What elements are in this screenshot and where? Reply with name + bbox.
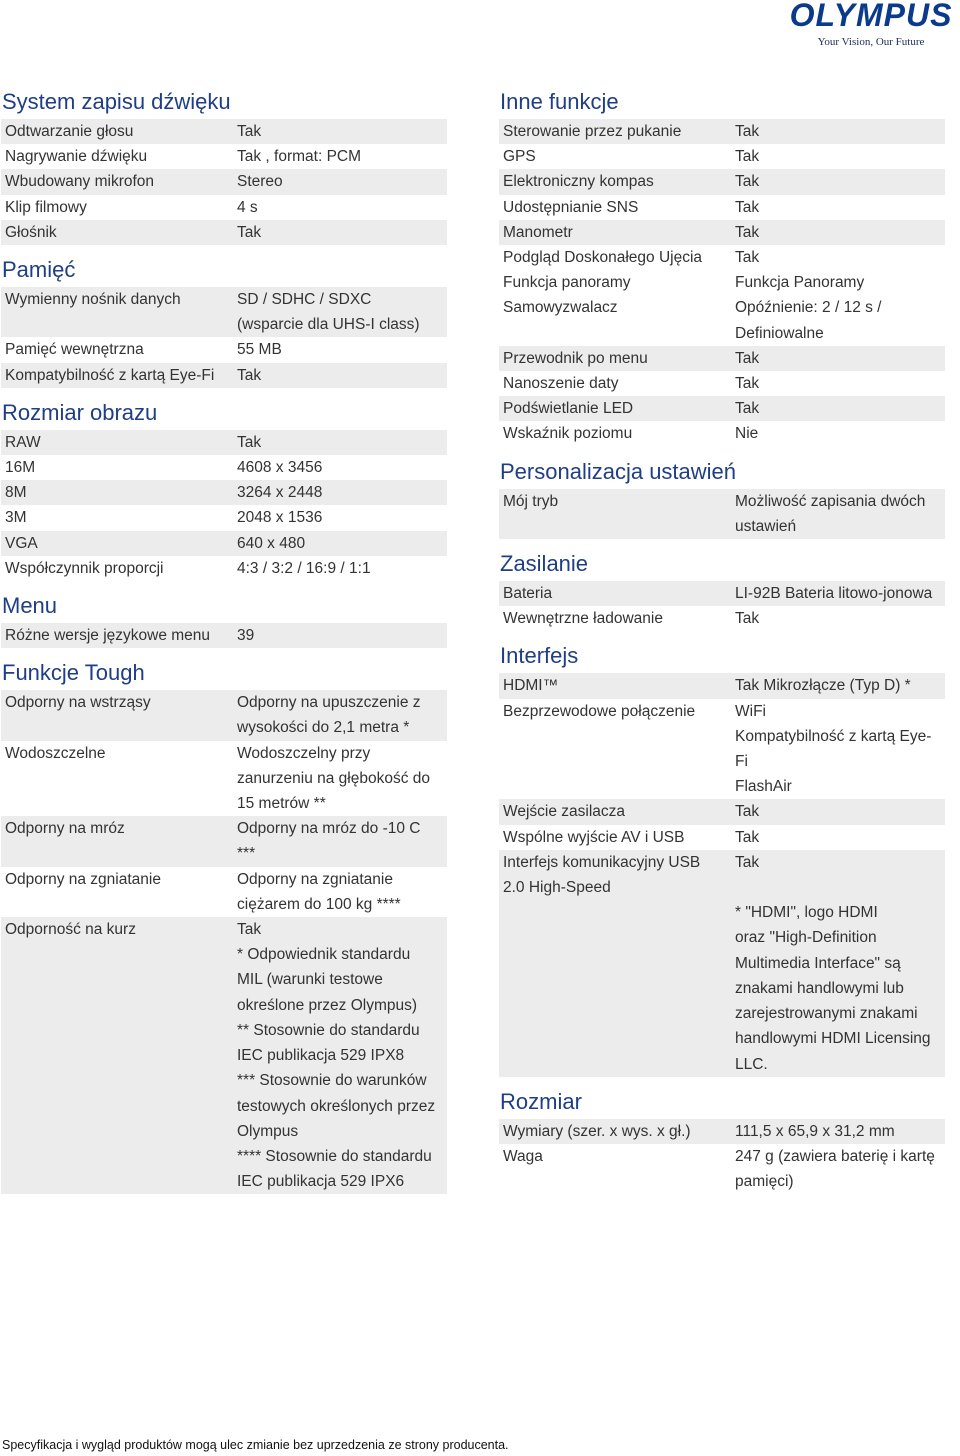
spec-label (499, 900, 735, 1076)
spec-value-line: Tak (735, 400, 760, 418)
spec-value (735, 421, 945, 446)
spec-value-line: znakami handlowymi lub (735, 979, 904, 997)
spec-label-text: Sterowanie przez pukanie (503, 123, 682, 140)
spec-row (1, 169, 447, 194)
spec-label-text: Funkcja panoramy (503, 274, 631, 292)
section-rozmiar-obrazu (1, 399, 447, 581)
spec-value-line: Olympus (237, 1122, 299, 1140)
section-interfejs (499, 642, 945, 1076)
spec-value-line: 3264 x 2448 (237, 484, 323, 502)
spec-value (237, 195, 447, 220)
spec-row (499, 1119, 945, 1144)
spec-label-text: Wspólne wyjście AV i USB (503, 828, 685, 846)
olympus-logo (788, 0, 954, 48)
section-menu (1, 592, 447, 648)
spec-row (499, 900, 945, 1076)
spec-value-line: LLC. (735, 1055, 768, 1073)
spec-value (237, 119, 447, 144)
spec-value-line: * Odpowiednik standardu (237, 946, 411, 964)
spec-row (499, 220, 945, 245)
brand-name: OLYMPUS (789, 0, 953, 33)
spec-value (735, 245, 945, 270)
spec-value-line: wysokości do 2,1 metra * (237, 719, 410, 737)
spec-label (1, 195, 237, 220)
spec-value-line: Wodoszczelny przy (237, 744, 371, 762)
spec-row (499, 144, 945, 169)
spec-value (237, 917, 447, 1194)
right-column (499, 88, 945, 1194)
spec-label (499, 799, 735, 824)
spec-label-text: VGA (5, 534, 38, 552)
spec-value-line: ustawień (735, 517, 797, 535)
spec-value-line: IEC publikacja 529 IPX8 (237, 1047, 405, 1065)
spec-row (499, 799, 945, 824)
spec-label (1, 505, 237, 530)
spec-label (1, 119, 237, 144)
spec-label-text: Samowyzwalacz (503, 299, 618, 317)
spec-value-line: pamięci) (735, 1173, 794, 1191)
spec-label-text: 3M (5, 509, 27, 527)
spec-label (1, 690, 237, 740)
spec-label-text: Kompatybilność z kartą Eye-Fi (5, 366, 215, 384)
spec-value-line: 111,5 x 65,9 x 31,2 mm (735, 1122, 895, 1140)
spec-label (499, 144, 735, 169)
spec-value-line: Tak (735, 828, 760, 846)
spec-label-text: Waga (503, 1147, 543, 1165)
spec-label (1, 531, 237, 556)
spec-label (499, 421, 735, 446)
section-title: Personalizacja ustawień (500, 458, 737, 484)
spec-value-line: Tak (735, 349, 760, 367)
section-rozmiar (499, 1088, 945, 1195)
spec-label (499, 699, 735, 800)
spec-value-line: handlowymi HDMI Licensing (735, 1030, 931, 1048)
spec-row (499, 245, 945, 270)
spec-label-text: Klip filmowy (5, 198, 87, 216)
spec-label (1, 917, 237, 1194)
spec-value (735, 900, 945, 1076)
spec-label-text: Wymienny nośnik danych (5, 291, 181, 309)
spec-label (1, 480, 237, 505)
spec-value-line: IEC publikacja 529 IPX6 (237, 1173, 405, 1191)
spec-value-line: 2048 x 1536 (237, 509, 323, 527)
spec-label-text: Odporny na wstrząsy (5, 694, 151, 712)
spec-label (499, 825, 735, 850)
spec-value-line: Tak (735, 803, 760, 821)
spec-label (499, 295, 735, 345)
spec-value-line: testowych określonych przez (237, 1097, 436, 1115)
spec-value (735, 1144, 945, 1194)
spec-label-text: Przewodnik po menu (503, 349, 648, 367)
spec-value-line: oraz "High-Definition (735, 929, 877, 947)
spec-label-text: 8M (5, 484, 27, 502)
spec-row (499, 581, 945, 606)
section-title: Inne funkcje (500, 89, 619, 114)
spec-value-line: Tak (735, 223, 760, 241)
spec-label-text: Bateria (503, 585, 553, 603)
spec-row (1, 119, 447, 144)
spec-value (237, 455, 447, 480)
spec-row (499, 699, 945, 800)
spec-value-line: *** (237, 845, 256, 863)
spec-label-text: Odporny na zgniatanie (5, 870, 161, 888)
section-title: Rozmiar obrazu (2, 399, 158, 425)
spec-row (1, 741, 447, 817)
spec-value-line: 4 s (237, 198, 258, 216)
spec-value (237, 816, 447, 866)
spec-value-line: określone przez Olympus) (237, 996, 418, 1014)
spec-value (237, 144, 447, 169)
spec-value (735, 489, 945, 539)
spec-value-line: 15 metrów ** (237, 795, 326, 813)
spec-value (735, 799, 945, 824)
section-title: Interfejs (500, 643, 579, 669)
spec-value (735, 371, 945, 396)
spec-value (735, 220, 945, 245)
spec-value-line: **** Stosownie do standardu (237, 1147, 432, 1165)
spec-label-text: Wskaźnik poziomu (503, 425, 633, 443)
spec-label-text: HDMI™ (503, 677, 559, 695)
spec-label (1, 220, 237, 245)
spec-value (735, 144, 945, 169)
spec-value (237, 480, 447, 505)
spec-value-line: zarejestrowanymi znakami (735, 1005, 918, 1023)
spec-label-text: Podgląd Doskonałego Ujęcia (503, 249, 703, 267)
spec-value (237, 337, 447, 362)
spec-value-line: ciężarem do 100 kg **** (237, 895, 401, 913)
spec-label-text: Mój tryb (503, 492, 559, 510)
spec-value (735, 346, 945, 371)
spec-value-line: Nie (735, 425, 759, 443)
spec-label-text: Odporność na kurz (5, 921, 136, 939)
spec-value (237, 556, 447, 581)
spec-value (735, 119, 945, 144)
spec-label-text: Wejście zasilacza (503, 803, 626, 821)
spec-value (237, 505, 447, 530)
spec-value-line: Tak (237, 433, 262, 451)
spec-value-line: Tak (735, 198, 760, 216)
spec-value (735, 396, 945, 421)
spec-label-text: Wbudowany mikrofon (5, 173, 155, 191)
spec-value-line: Odporny na upuszczenie z (237, 694, 421, 712)
spec-label (499, 195, 735, 220)
spec-label-text: 2.0 High-Speed (503, 879, 611, 897)
spec-label (499, 169, 735, 194)
spec-value-line: Tak (735, 123, 760, 140)
spec-label-text: Podświetlanie LED (503, 400, 634, 418)
spec-value-line: Tak (735, 375, 760, 393)
spec-label-text: Wodoszczelne (5, 744, 106, 762)
spec-label-text: Manometr (503, 223, 573, 241)
spec-label (1, 287, 237, 337)
spec-row (1, 531, 447, 556)
spec-value (735, 673, 945, 698)
spec-value-line: Odporny na mróz do -10 C (237, 820, 421, 838)
spec-label (1, 741, 237, 817)
spec-label (499, 245, 735, 270)
spec-value (735, 606, 945, 631)
spec-label-text: RAW (5, 433, 41, 451)
spec-label (499, 270, 735, 295)
spec-label-text: Głośnik (5, 223, 57, 241)
spec-label-text: Wymiary (szer. x wys. x gł.) (503, 1122, 691, 1140)
spec-row (1, 337, 447, 362)
spec-row (499, 1144, 945, 1194)
spec-value-line: Tak (735, 610, 760, 628)
section-inne-funkcje (499, 88, 945, 447)
spec-label-text: Elektroniczny kompas (503, 173, 654, 191)
spec-label (499, 850, 735, 900)
spec-value-line: 247 g (zawiera baterię i kartę (735, 1147, 935, 1165)
section-funkcje-tough (1, 659, 447, 1194)
spec-value (735, 581, 945, 606)
spec-value (237, 623, 447, 648)
spec-label-text: Udostępnianie SNS (503, 198, 639, 216)
spec-value (735, 295, 945, 345)
section-system-zapisu-dzwieku (1, 88, 447, 245)
spec-label-text: Pamięć wewnętrzna (5, 341, 144, 359)
spec-label-text: Bezprzewodowe połączenie (503, 702, 696, 720)
spec-row (499, 169, 945, 194)
spec-value (237, 430, 447, 455)
spec-value-line: zanurzeniu na głębokość do (237, 769, 431, 787)
spec-label (499, 1144, 735, 1194)
footer-disclaimer: Specyfikacja i wygląd produktów mogą ulec zmianie bez uprzedzenia ze strony producenta. (2, 1438, 509, 1452)
spec-value-line: Tak (735, 853, 760, 871)
spec-label-text: Nagrywanie dźwięku (5, 148, 148, 166)
spec-value-line: 55 MB (237, 341, 282, 359)
spec-value-line: SD / SDHC / SDXC (237, 291, 372, 309)
spec-value (237, 867, 447, 917)
spec-row (1, 556, 447, 581)
spec-label-text: Wewnętrzne ładowanie (503, 610, 663, 628)
spec-value-line: 39 (237, 627, 255, 645)
spec-label (1, 337, 237, 362)
spec-value-line: Stereo (237, 173, 283, 191)
section-pamiec (1, 256, 447, 388)
spec-row (1, 430, 447, 455)
spec-value (237, 363, 447, 388)
spec-label (1, 867, 237, 917)
spec-value-line: 4:3 / 3:2 / 16:9 / 1:1 (237, 559, 371, 577)
spec-label (499, 371, 735, 396)
spec-row (499, 396, 945, 421)
spec-value-line: Fi (735, 753, 748, 771)
spec-row (1, 917, 447, 1194)
spec-row (1, 220, 447, 245)
spec-value (735, 1119, 945, 1144)
spec-label-text: Interfejs komunikacyjny USB (503, 853, 701, 871)
spec-value-line: WiFi (735, 702, 766, 720)
spec-value-line: 4608 x 3456 (237, 459, 323, 477)
spec-label (499, 489, 735, 539)
spec-value-line: Tak (735, 173, 760, 191)
spec-row (1, 816, 447, 866)
spec-value-line: (wsparcie dla UHS-I class) (237, 316, 420, 334)
section-title: System zapisu dźwięku (2, 89, 231, 114)
section-title: Menu (2, 593, 58, 619)
spec-row (499, 270, 945, 295)
spec-row (499, 850, 945, 900)
spec-row (1, 505, 447, 530)
spec-label (1, 556, 237, 581)
section-personalizacja-ustawien (499, 458, 945, 539)
spec-row (499, 371, 945, 396)
section-title: Zasilanie (500, 551, 589, 577)
section-title: Rozmiar (500, 1088, 582, 1114)
spec-label-text: Współczynnik proporcji (5, 559, 164, 577)
spec-value (237, 741, 447, 817)
spec-value-line: Tak (237, 123, 262, 140)
spec-value-line: Tak (237, 223, 262, 241)
spec-label (1, 623, 237, 648)
spec-value-line: Definiowalne (735, 324, 824, 342)
spec-label-text: Odtwarzanie głosu (5, 123, 134, 140)
spec-row (1, 480, 447, 505)
spec-value-line: *** Stosownie do warunków (237, 1072, 427, 1090)
spec-row (1, 623, 447, 648)
section-title: Funkcje Tough (2, 660, 145, 686)
spec-label (499, 606, 735, 631)
spec-label-text: Odporny na mróz (5, 820, 125, 838)
spec-label (499, 346, 735, 371)
spec-value-line: Tak (735, 249, 760, 267)
spec-value-line: Funkcja Panoramy (735, 274, 865, 292)
spec-value (237, 287, 447, 337)
spec-row (499, 673, 945, 698)
spec-row (1, 867, 447, 917)
spec-row (499, 421, 945, 446)
spec-label (1, 144, 237, 169)
spec-value-line: LI-92B Bateria litowo-jonowa (735, 585, 933, 603)
spec-value (237, 220, 447, 245)
spec-value (735, 699, 945, 800)
spec-label (1, 363, 237, 388)
spec-value-line: Multimedia Interface" są (735, 954, 901, 972)
spec-value-line: Tak (237, 921, 262, 939)
spec-value (237, 690, 447, 740)
spec-label (499, 119, 735, 144)
spec-label (1, 455, 237, 480)
spec-label (1, 169, 237, 194)
spec-value-line: Tak , format: PCM (237, 148, 362, 166)
spec-row (499, 606, 945, 631)
spec-value (735, 195, 945, 220)
spec-row (1, 363, 447, 388)
spec-row (1, 690, 447, 740)
spec-value-line: * "HDMI", logo HDMI (735, 904, 878, 922)
spec-value-line: FlashAir (735, 778, 792, 796)
spec-label (1, 430, 237, 455)
spec-value (237, 169, 447, 194)
spec-row (1, 195, 447, 220)
spec-label (499, 673, 735, 698)
spec-value-line: MIL (warunki testowe (237, 971, 383, 989)
spec-value-line: 640 x 480 (237, 534, 306, 552)
spec-value (735, 825, 945, 850)
spec-row (499, 119, 945, 144)
spec-label (499, 396, 735, 421)
spec-value-line: ** Stosownie do standardu (237, 1021, 420, 1039)
spec-value-line: Tak (735, 148, 760, 166)
spec-label (499, 581, 735, 606)
spec-label-text: Różne wersje językowe menu (5, 627, 211, 645)
section-title: Pamięć (2, 257, 76, 283)
spec-row (499, 346, 945, 371)
spec-value-line: Opóźnienie: 2 / 12 s / (735, 299, 882, 317)
spec-row (499, 489, 945, 539)
spec-value-line: Kompatybilność z kartą Eye- (735, 727, 932, 745)
spec-label (499, 220, 735, 245)
left-column (1, 88, 447, 1194)
spec-label-text: GPS (503, 148, 536, 166)
spec-value (237, 531, 447, 556)
spec-value-line: Tak Mikrozłącze (Typ D) * (735, 677, 911, 695)
section-zasilanie (499, 550, 945, 631)
spec-label (1, 816, 237, 866)
spec-row (499, 295, 945, 345)
spec-row (499, 195, 945, 220)
spec-label-text: Nanoszenie daty (503, 375, 619, 393)
spec-row (1, 287, 447, 337)
spec-label-text: 16M (5, 459, 36, 477)
spec-value (735, 270, 945, 295)
spec-label (499, 1119, 735, 1144)
spec-value-line: Tak (237, 366, 262, 384)
brand-tagline: Your Vision, Our Future (817, 36, 925, 48)
spec-value-line: Odporny na zgniatanie (237, 870, 393, 888)
spec-value (735, 169, 945, 194)
spec-row (1, 455, 447, 480)
spec-value-line: Możliwość zapisania dwóch (735, 492, 926, 510)
spec-value (735, 850, 945, 900)
spec-row (1, 144, 447, 169)
spec-row (499, 825, 945, 850)
